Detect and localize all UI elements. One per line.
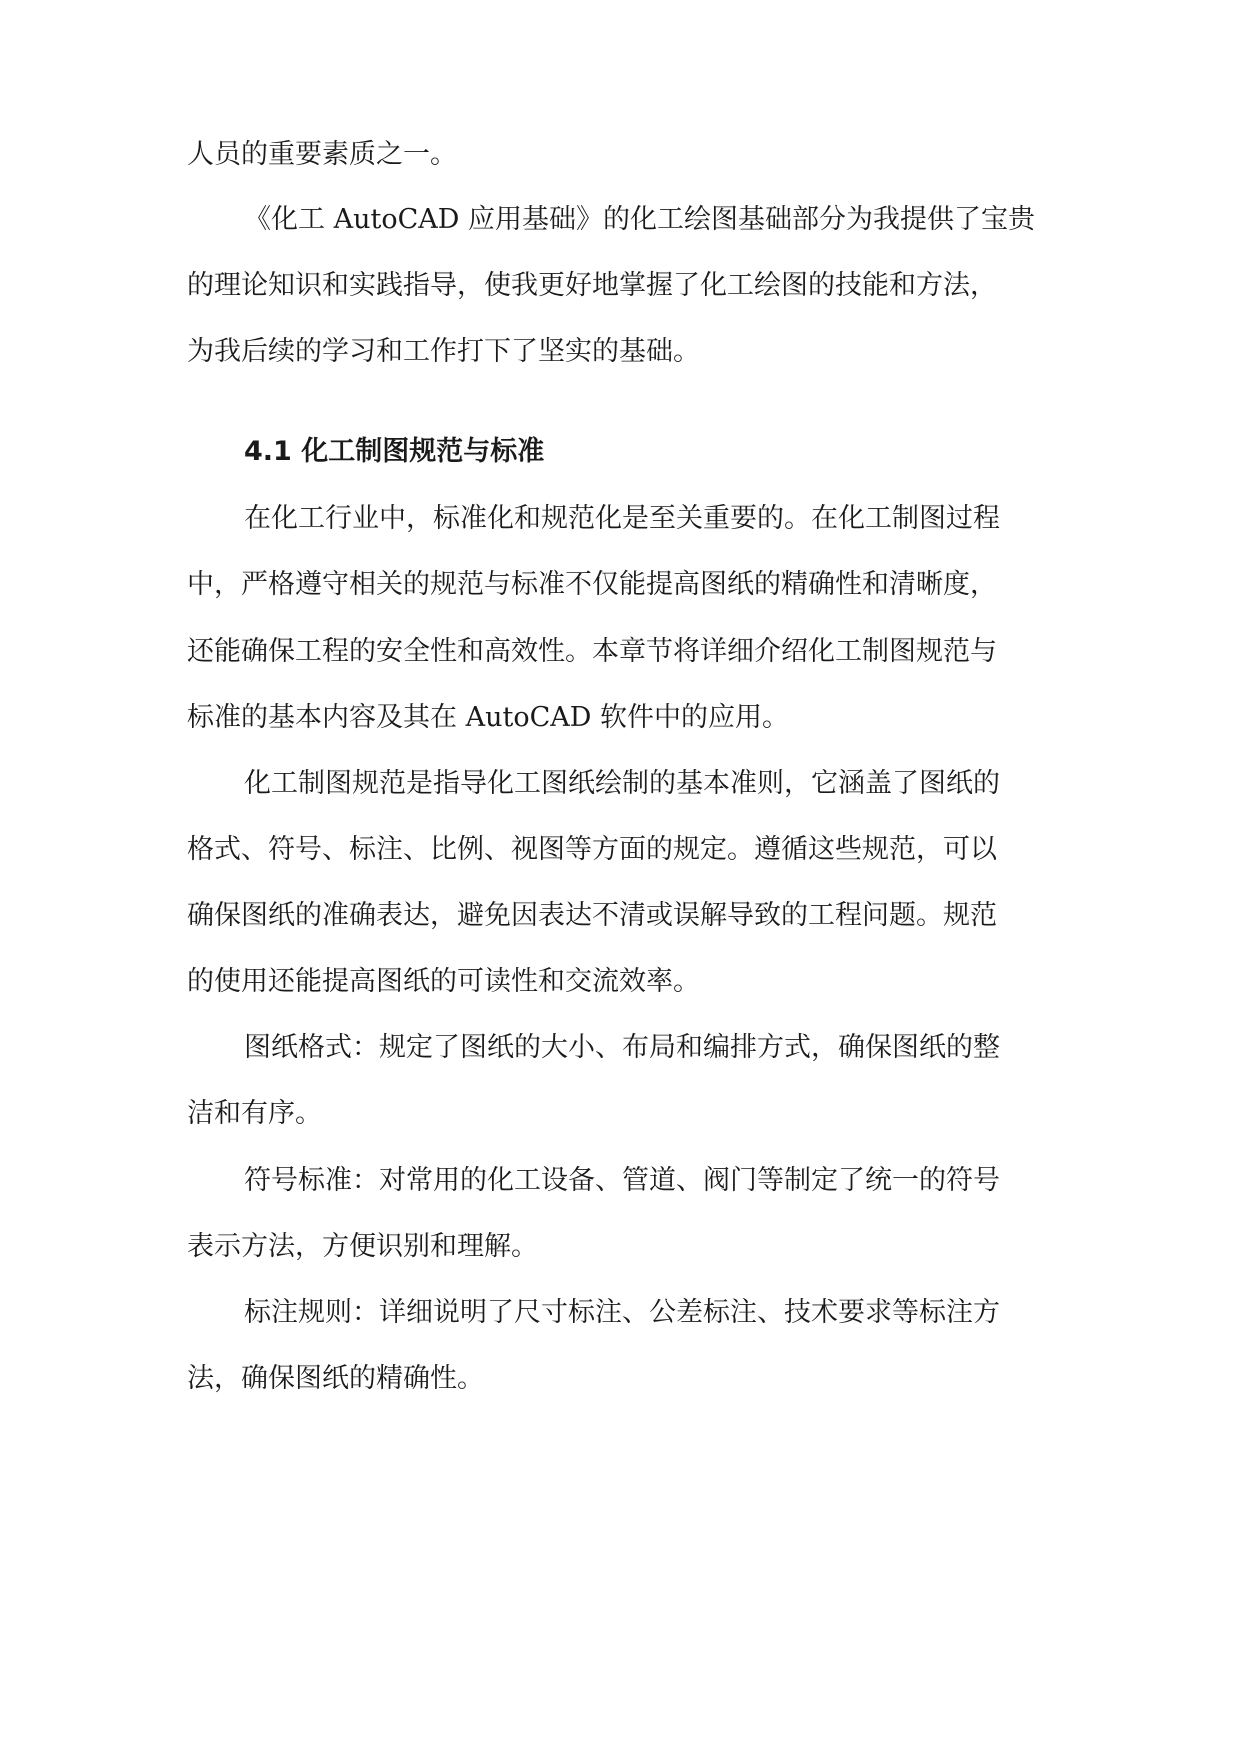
- summary-line-2: 的理论知识和实践指导，使我更好地掌握了化工绘图的技能和方法，: [187, 270, 997, 301]
- paragraph-2-line-1: 化工制图规范是指导化工图纸绘制的基本准则，它涵盖了图纸的: [244, 768, 1000, 799]
- paragraph-2-line-2: 格式、符号、标注、比例、视图等方面的规定。遵循这些规范，可以: [187, 834, 997, 865]
- paragraph-1-line-1: 在化工行业中，标准化和规范化是至关重要的。在化工制图过程: [244, 503, 1000, 534]
- paragraph-2-line-4: 的使用还能提高图纸的可读性和交流效率。: [187, 966, 700, 997]
- paragraph-3-line-2: 洁和有序。: [187, 1098, 322, 1129]
- paragraph-5-line-2: 法，确保图纸的精确性。: [187, 1363, 484, 1394]
- section-heading: 4.1 化工制图规范与标准: [244, 436, 545, 467]
- paragraph-5-line-1: 标注规则：详细说明了尺寸标注、公差标注、技术要求等标注方: [244, 1297, 1000, 1328]
- paragraph-2-line-3: 确保图纸的准确表达，避免因表达不清或误解导致的工程问题。规范: [187, 900, 997, 931]
- summary-line-1: 《化工 AutoCAD 应用基础》的化工绘图基础部分为我提供了宝贵: [244, 204, 1035, 235]
- paragraph-4-line-2: 表示方法，方便识别和理解。: [187, 1231, 538, 1262]
- paragraph-4-line-1: 符号标准：对常用的化工设备、管道、阀门等制定了统一的符号: [244, 1165, 1000, 1196]
- summary-line-3: 为我后续的学习和工作打下了坚实的基础。: [187, 336, 700, 367]
- intro-tail-line: 人员的重要素质之一。: [187, 139, 457, 170]
- paragraph-1-line-4: 标准的基本内容及其在 AutoCAD 软件中的应用。: [187, 702, 789, 733]
- paragraph-1-line-2: 中，严格遵守相关的规范与标准不仅能提高图纸的精确性和清晰度，: [187, 569, 997, 600]
- paragraph-3-line-1: 图纸格式：规定了图纸的大小、布局和编排方式，确保图纸的整: [244, 1032, 1000, 1063]
- paragraph-1-line-3: 还能确保工程的安全性和高效性。本章节将详细介绍化工制图规范与: [187, 636, 997, 667]
